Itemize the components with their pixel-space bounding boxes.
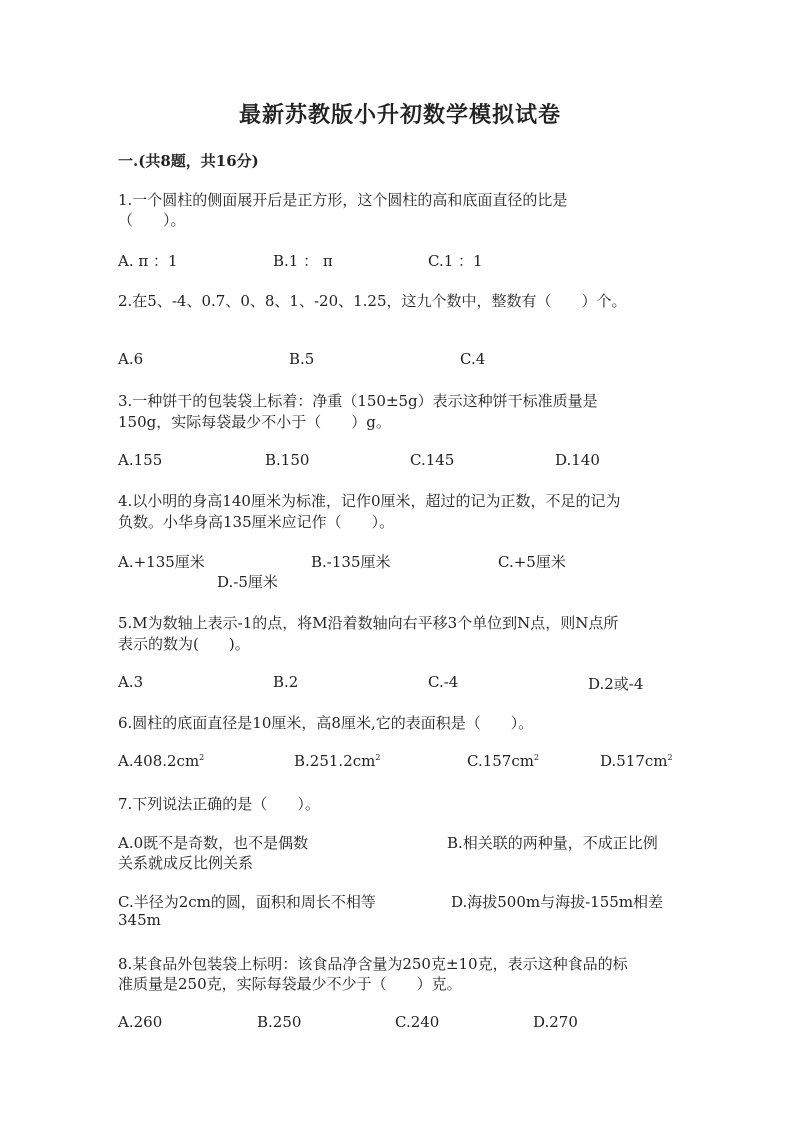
- question-7-option-a: A.0既不是奇数，也不是偶数: [118, 834, 309, 852]
- question-4-line-2: 负数。小华身高135厘米应记作（ ）。: [118, 513, 395, 531]
- question-3-line-1: 3.一种饼干的包装袋上标着：净重（150±5g）表示这种饼干标准质量是: [118, 392, 598, 410]
- question-8-option-c: C.240: [395, 1013, 440, 1031]
- question-8-line-1: 8.某食品外包装袋上标明：该食品净含量为250克±10克，表示这种食品的标: [118, 955, 628, 973]
- question-5-option-a: A.3: [118, 673, 144, 691]
- question-4-option-a: A.+135厘米: [118, 553, 205, 571]
- question-8-line-2: 准质量是250克，实际每袋最少不少于（ ）克。: [118, 975, 462, 993]
- question-4-option-c: C.+5厘米: [498, 553, 566, 571]
- question-4-option-b: B.-135厘米: [311, 553, 391, 571]
- question-5-option-d: D.2或-4: [588, 675, 644, 693]
- question-7-option-d-cont: 345m: [118, 911, 161, 929]
- question-7-option-b-cont: 关系就成反比例关系: [118, 854, 254, 872]
- question-6-option-b: $B.251.2cm^2$: [294, 752, 381, 770]
- question-4-option-d: D.-5厘米: [217, 573, 278, 591]
- question-5-line-2: 表示的数为( )。: [118, 635, 250, 653]
- question-1-line-1: 1.一个圆柱的侧面展开后是正方形，这个圆柱的高和底面直径的比是: [118, 191, 568, 209]
- question-3-option-c: C.145: [410, 451, 455, 469]
- question-6-line-1: 6.圆柱的底面直径是10厘米，高8厘米,它的表面积是（ ）。: [118, 714, 534, 732]
- question-1-option-a: A. π ：1: [118, 252, 178, 270]
- question-2-option-b: B.5: [289, 350, 315, 368]
- section-heading: 一.(共8题，共16分): [118, 152, 259, 170]
- question-6-option-d: $D.517cm^2$: [600, 752, 673, 770]
- page-title: 最新苏教版小升初数学模拟试卷: [238, 102, 561, 128]
- question-3-line-2: 150g，实际每袋最少不小于（ ）g。: [118, 413, 391, 431]
- question-8-option-a: A.260: [118, 1013, 163, 1031]
- question-7-line-1: 7.下列说法正确的是（ ）。: [118, 795, 320, 813]
- question-3-option-a: A.155: [118, 451, 163, 469]
- question-8-option-b: B.250: [257, 1013, 302, 1031]
- question-1-option-b: B.1 ： π: [273, 252, 333, 270]
- question-1-line-2: （ ）。: [118, 211, 186, 229]
- question-3-option-d: D.140: [555, 451, 600, 469]
- question-6-option-a: $A.408.2cm^2$: [118, 752, 205, 770]
- question-5-option-b: B.2: [273, 673, 299, 691]
- question-3-option-b: B.150: [265, 451, 310, 469]
- question-2-option-c: C.4: [460, 350, 486, 368]
- question-2-line-1: 2.在5、-4、0.7、0、8、1、-20、1.25，这九个数中，整数有（ ）个。: [118, 292, 627, 310]
- question-5-option-c: C.-4: [428, 673, 459, 691]
- question-5-line-1: 5.M为数轴上表示-1的点，将M沿着数轴向右平移3个单位到N点，则N点所: [118, 614, 619, 632]
- question-6-option-c: $C.157cm^2$: [467, 752, 540, 770]
- question-4-line-1: 4.以小明的身高140厘米为标准，记作0厘米，超过的记为正数，不足的记为: [118, 492, 621, 510]
- question-2-option-a: A.6: [118, 350, 144, 368]
- question-8-option-d: D.270: [533, 1013, 578, 1031]
- question-7-option-c: C.半径为2cm的圆，面积和周长不相等: [118, 893, 376, 911]
- question-7-option-b: B.相关联的两种量，不成正比例: [447, 834, 658, 852]
- question-7-option-d: D.海拔500m与海拔-155m相差: [451, 893, 664, 911]
- question-1-option-c: C.1 ：1: [428, 252, 483, 270]
